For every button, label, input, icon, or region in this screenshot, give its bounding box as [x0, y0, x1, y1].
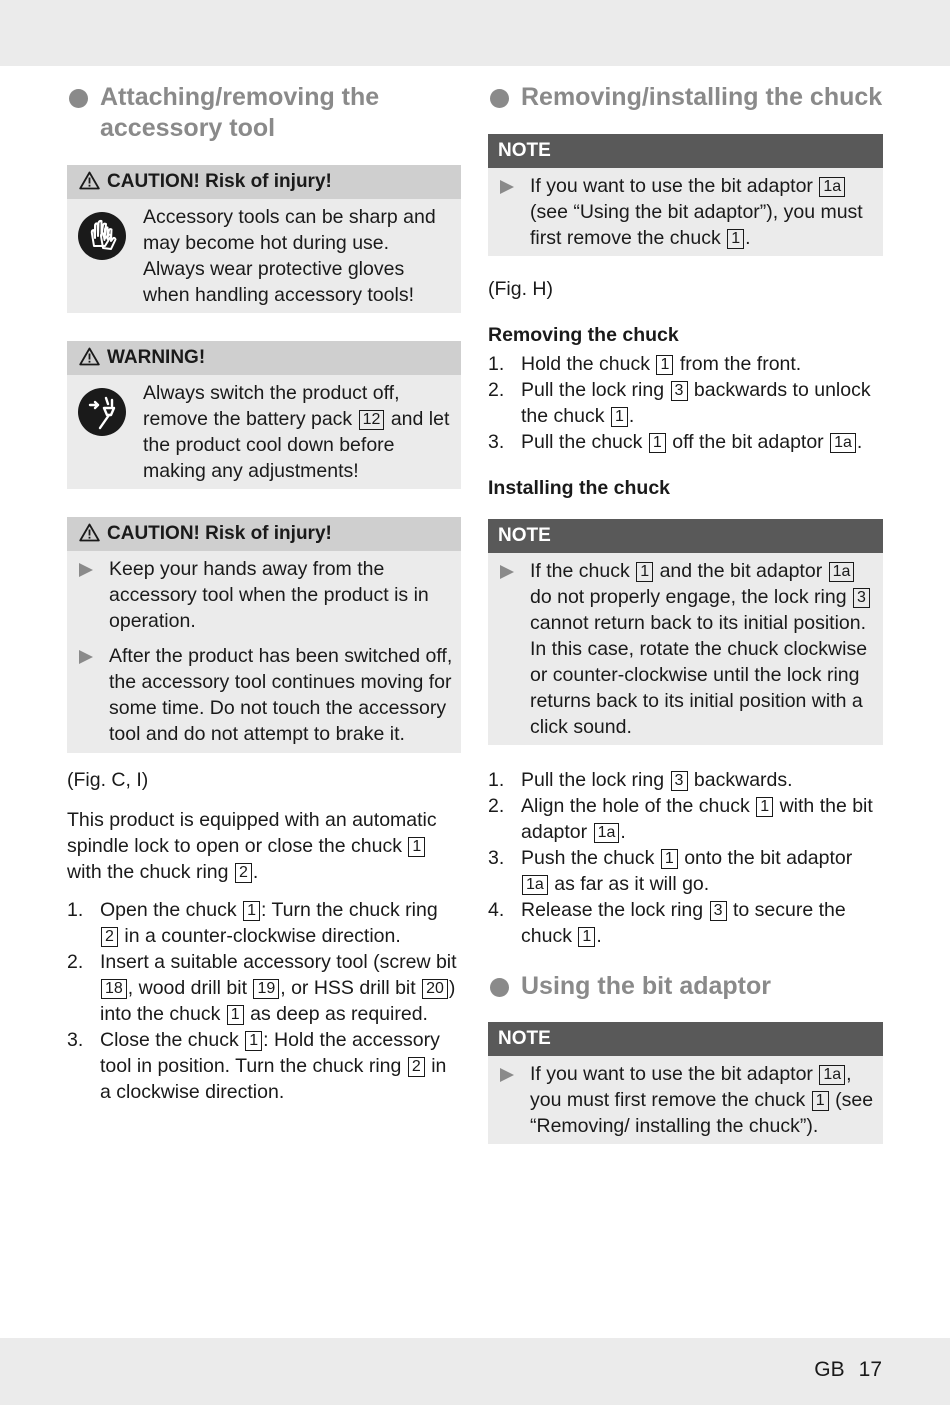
ref-number: 1	[611, 407, 628, 427]
arrow-right-icon	[79, 563, 93, 577]
left-column	[67, 80, 461, 1117]
list-item: 2. Pull the lock ring 3 backwards to unlock the chuck 1 .	[488, 379, 871, 427]
note-box-engage	[488, 519, 883, 745]
intro-paragraph: This product is equipped with an automatic spindle lock to open or close the chuck 1 with the chuck ring 2 .	[67, 809, 437, 883]
ref-number: 3	[671, 381, 688, 401]
arrow-right-icon	[500, 180, 514, 194]
note-box-bit-adaptor	[488, 1022, 883, 1144]
ref-number: 1	[656, 355, 673, 375]
warning-box	[67, 341, 461, 489]
ref-number: 1	[243, 901, 260, 921]
ref-number: 1	[408, 837, 425, 857]
note-header: NOTE	[488, 519, 883, 553]
ref-number: 1a	[819, 177, 845, 197]
note-bullet: If you want to use the bit adaptor 1a , you must first remove the chuck 1 (see “Removing/ installing the chuck”).	[488, 1061, 877, 1139]
ref-number: 1	[661, 849, 678, 869]
ref-number: 1	[756, 797, 773, 817]
caution-box-hands	[67, 517, 461, 753]
section-heading-chuck: Removing/installing the chuck	[488, 82, 883, 113]
caution-box-gloves	[67, 165, 461, 313]
ref-number: 19	[253, 979, 279, 999]
ref-number: 1	[649, 433, 666, 453]
caution-header: CAUTION! Risk of injury!	[67, 517, 461, 551]
caution-header: CAUTION! Risk of injury!	[67, 165, 461, 199]
list-item: 3. Close the chuck 1 : Hold the accessory tool in position. Turn the chuck ring 2 in a clockwise direction.	[67, 1029, 447, 1103]
list-item: 3. Pull the chuck 1 off the bit adaptor 1a .	[488, 431, 863, 453]
list-item: 2. Insert a suitable accessory tool (screw bit 18 , wood drill bit 19 , or HSS drill bit 20 ) into the chuck 1 as deep as required.	[67, 951, 457, 1025]
ref-number: 3	[853, 588, 870, 608]
ref-number: 1a	[819, 1065, 845, 1085]
ref-number: 1	[727, 229, 744, 249]
list-item: 3. Push the chuck 1 onto the bit adaptor 1a as far as it will go.	[488, 847, 853, 895]
language-code: GB	[814, 1358, 845, 1381]
ref-number: 1	[245, 1031, 262, 1051]
ref-number: 1	[812, 1091, 829, 1111]
list-item: 2. Align the hole of the chuck 1 with the bit adaptor 1a .	[488, 795, 873, 843]
ref-number: 3	[710, 901, 727, 921]
caution-text: Accessory tools can be sharp and may become hot during use. Always wear protective gloves when handling accessory tools!	[67, 204, 455, 309]
page-footer	[800, 1358, 882, 1382]
ref-number: 1a	[522, 875, 548, 895]
warning-triangle-icon	[79, 347, 100, 366]
list-item: 1. Hold the chuck 1 from the front.	[488, 353, 802, 375]
list-item: 4. Release the lock ring 3 to secure the chuck 1 .	[488, 899, 846, 947]
attach-steps	[67, 897, 461, 1105]
note-bullet: If you want to use the bit adaptor 1a (see “Using the bit adaptor”), you must first remove the chuck 1 .	[488, 173, 877, 251]
ref-number: 20	[422, 979, 448, 999]
arrow-right-icon	[500, 1068, 514, 1082]
arrow-right-icon	[500, 565, 514, 579]
note-box-remove-chuck	[488, 134, 883, 256]
ref-number-12: 12	[359, 410, 385, 430]
note-bullet: If the chuck 1 and the bit adaptor 1a do not properly engage, the lock ring 3 cannot return back to its initial position. In this case, rotate the chuck clockwise or counter-clockwise until the lock ring returns back to its initial position with a click sound.	[488, 558, 877, 740]
ref-number: 3	[671, 771, 688, 791]
protective-gloves-icon	[78, 212, 126, 260]
subheading-installing: Installing the chuck	[488, 477, 671, 499]
figure-reference: (Fig. C, I)	[67, 769, 149, 791]
ref-number: 1a	[829, 562, 855, 582]
ref-number: 2	[101, 927, 118, 947]
ref-number: 1	[578, 927, 595, 947]
right-column	[488, 80, 883, 1172]
section-heading-attaching: Attaching/removing the accessory tool	[67, 82, 461, 144]
warning-triangle-icon	[79, 171, 100, 190]
ref-number: 2	[408, 1057, 425, 1077]
note-header: NOTE	[488, 1022, 883, 1056]
bullet-dot-icon	[490, 978, 509, 997]
warning-triangle-icon	[79, 523, 100, 542]
note-header: NOTE	[488, 134, 883, 168]
arrow-right-icon	[79, 650, 93, 664]
list-item: 1. Pull the lock ring 3 backwards.	[488, 769, 793, 791]
warning-text: Always switch the product off, remove the battery pack 12 and let the product cool down before making any adjustments!	[67, 380, 455, 485]
unplug-icon	[78, 388, 126, 436]
removing-steps	[488, 351, 883, 455]
ref-number: 1a	[830, 433, 856, 453]
figure-reference: (Fig. H)	[488, 278, 553, 300]
ref-number: 1	[227, 1005, 244, 1025]
page-number: 17	[858, 1358, 882, 1381]
caution-bullet: After the product has been switched off, the accessory tool continues moving for some time. Do not touch the accessory tool and do not attempt to brake it.	[67, 643, 455, 747]
bullet-dot-icon	[490, 89, 509, 108]
list-item: 1. Open the chuck 1 : Turn the chuck ring 2 in a counter-clockwise direction.	[67, 899, 438, 947]
subheading-removing: Removing the chuck	[488, 324, 679, 346]
warning-header: WARNING!	[67, 341, 461, 375]
caution-bullet: Keep your hands away from the accessory tool when the product is in operation.	[67, 556, 455, 634]
ref-number: 2	[235, 863, 252, 883]
ref-number: 18	[101, 979, 127, 999]
header-band	[0, 0, 950, 66]
bullet-dot-icon	[69, 89, 88, 108]
ref-number: 1	[636, 562, 653, 582]
section-heading-bit-adaptor: Using the bit adaptor	[488, 971, 883, 1002]
installing-steps	[488, 767, 883, 949]
ref-number: 1a	[594, 823, 620, 843]
